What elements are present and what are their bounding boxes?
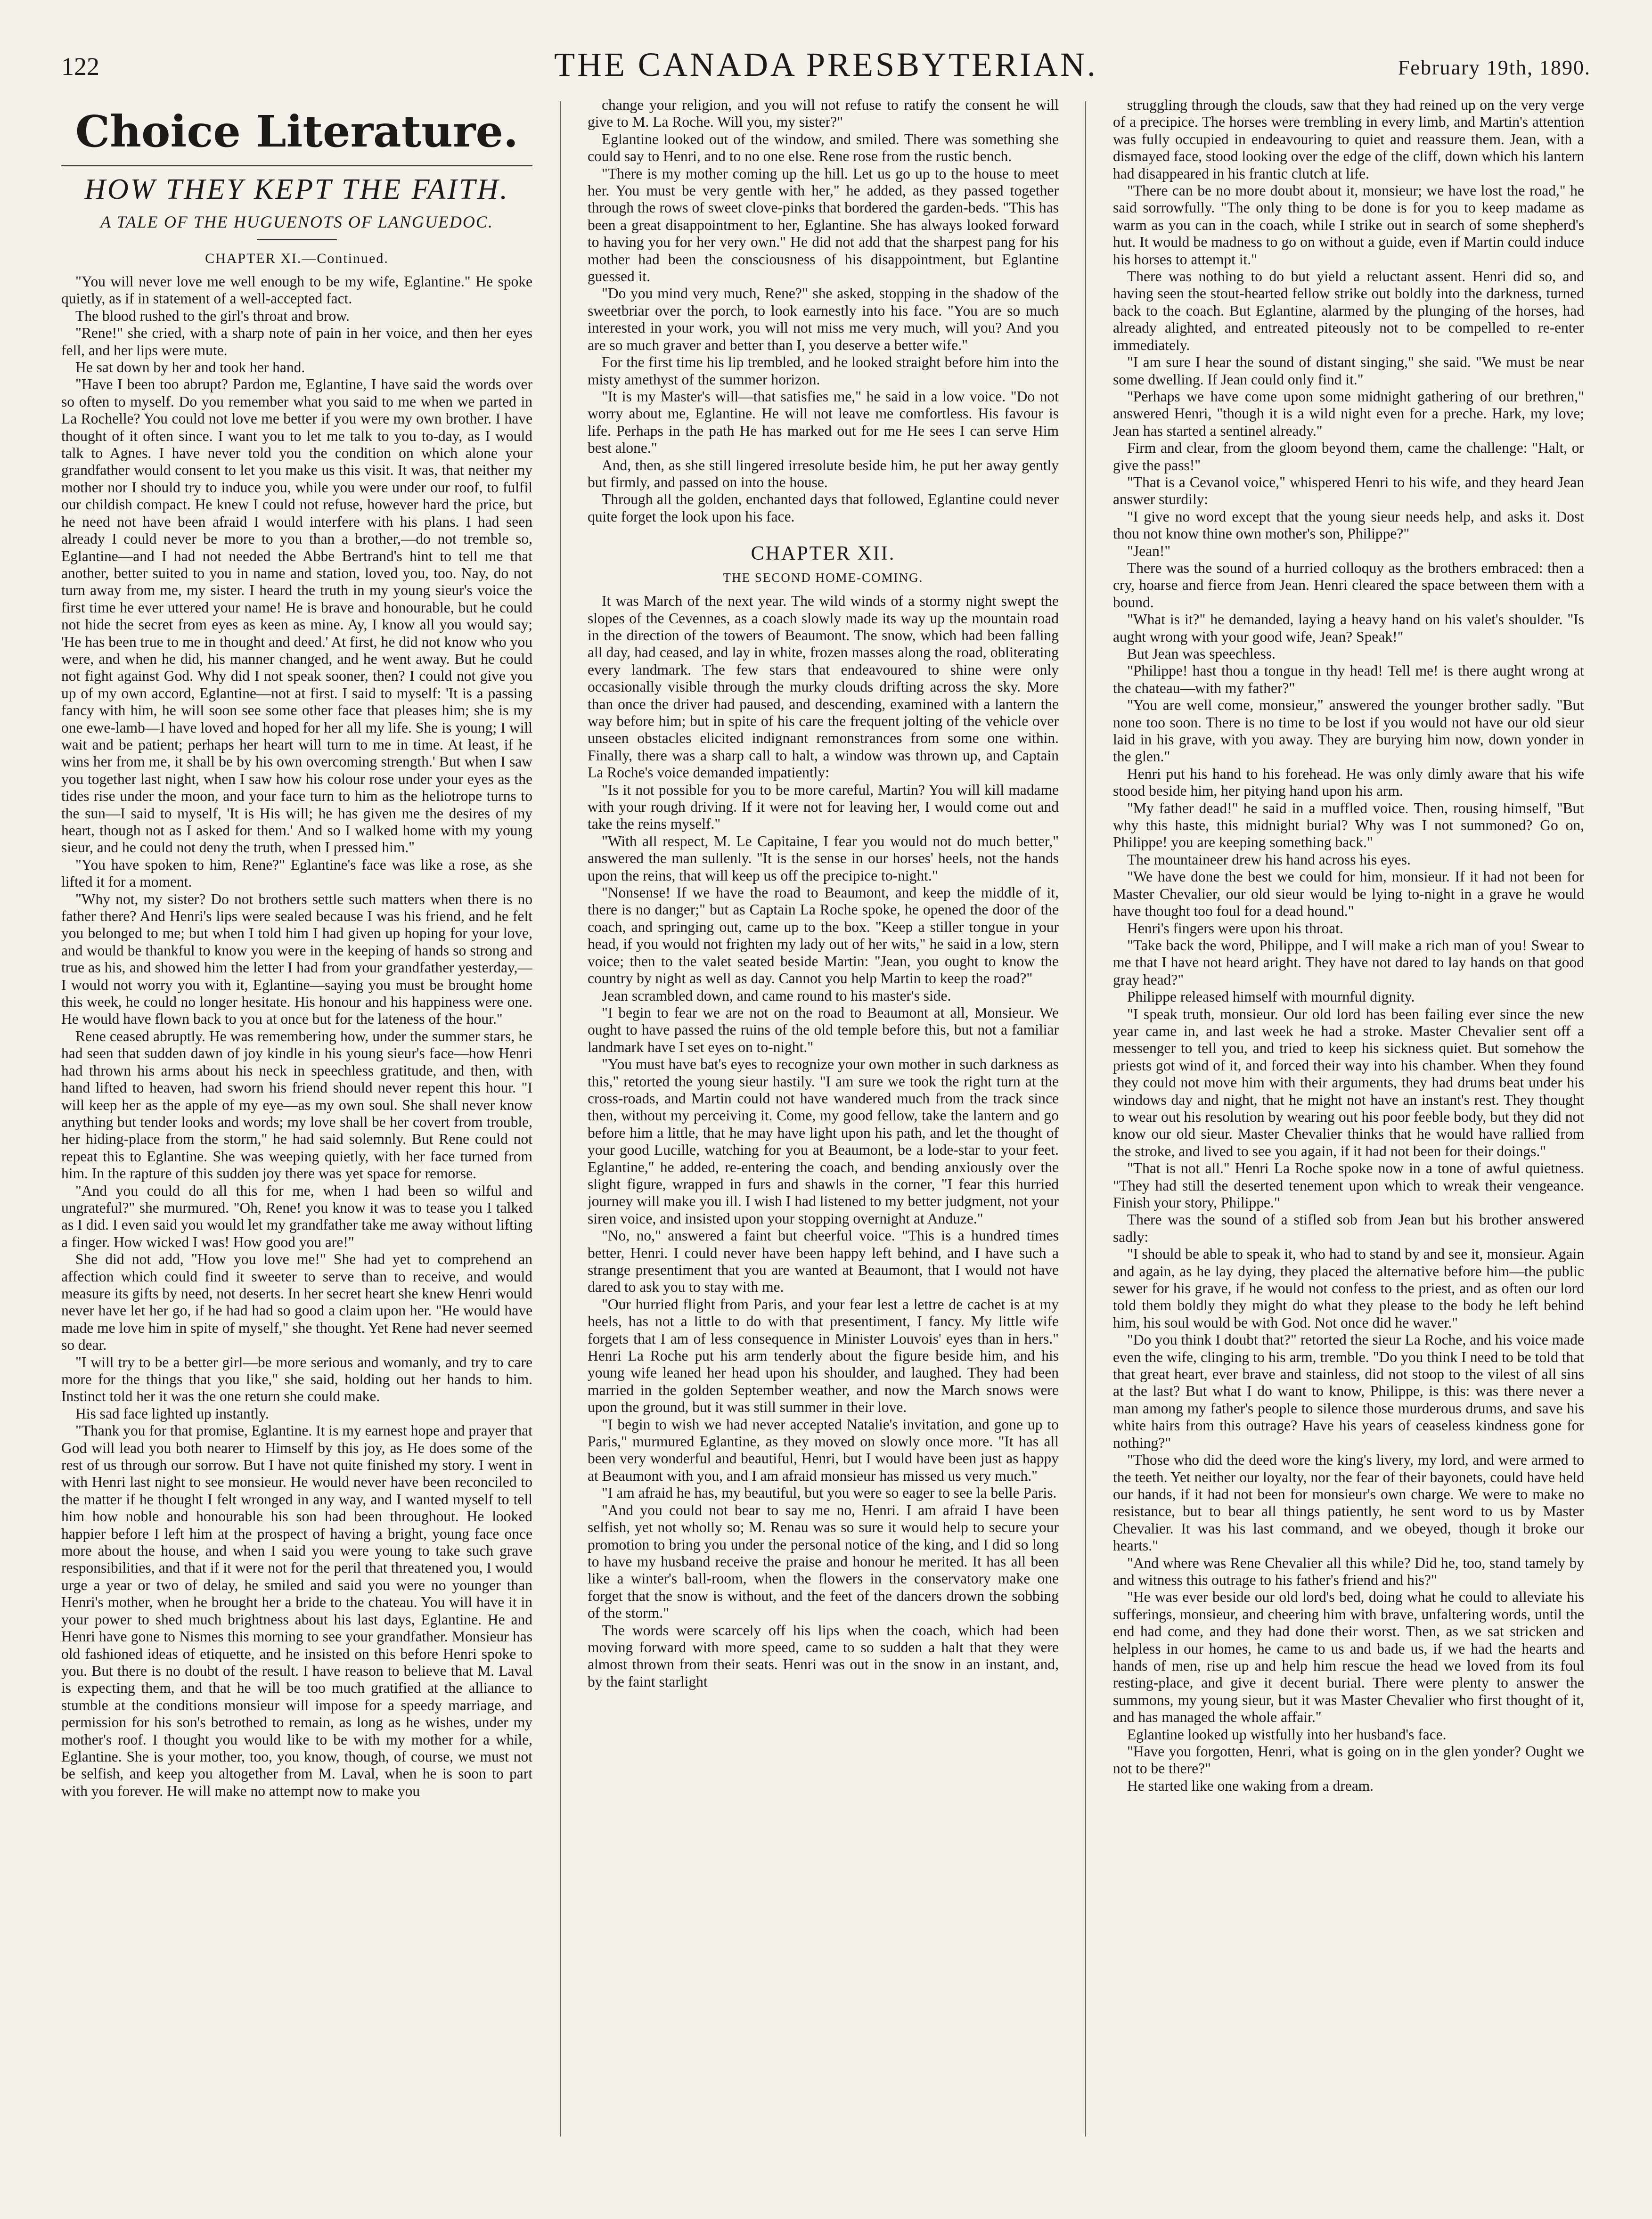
paragraph: Through all the golden, enchanted days that followed, Eglantine could never quite forget the look upon his face. [588, 491, 1059, 525]
masthead [61, 45, 1591, 97]
column-1 [61, 97, 532, 2141]
paragraph: "What is it?" he demanded, laying a heavy hand on his valet's shoulder. "Is aught wrong with your good wife, Jean? Speak!" [1113, 611, 1584, 645]
paragraph: "You have spoken to him, Rene?" Eglantine's face was like a rose, as she lifted it for a moment. [61, 856, 532, 890]
paragraph: "Why not, my sister? Do not brothers settle such matters when there is no father there? And Henri's lips were sealed because I was his friend, and he felt you belonged to me; but when I told him I had given up hoping for your love, and would be thankful to know you were in the keeping of hands so strong and true as his, and showed him the letter I had from your grandfather yesterday,—I would not worry you with it, Eglantine—saying you must be brought home this week, he could no longer hesitate. His honour and his happiness were one. He would have flown back to you at once but for the lateness of the hour." [61, 890, 532, 1028]
paragraph: Eglantine looked up wistfully into her husband's face. [1127, 1726, 1447, 1743]
paragraph: For the first time his lip trembled, and he looked straight before him into the misty amethyst of the summer horizon. [588, 354, 1059, 388]
paragraph: It was March of the next year. The wild winds of a stormy night swept the slopes of the Cevennes, as a coach slowly made its way up the mountain road in the direction of the towers of Beaumont. The snow, which had been falling all day, had ceased, and lay in white, frozen masses along the road, obliterating every landmark. The few stars that endeavoured to shine were only occasionally visible through the murky clouds drifting across the sky. More than once the driver had paused, and descending, examined with a lantern the way before him; but in spite of his care the frequent jolting of the vehicle over unseen obstacles elicited indignant remonstrances from some one within. Finally, there was a sharp call to halt, a window was thrown up, and Captain La Roche's voice demanded impatiently: [588, 593, 1059, 781]
column-3-body [1113, 97, 1584, 1795]
paragraph: "I begin to wish we had never accepted Natalie's invitation, and gone up to Paris," murmured Eglantine, as they moved on slowly once more. "It has all been very wonderful and beautiful, Henri, but I would have been just as happy at Beaumont with you, and I am afraid monsieur has missed us very much." [588, 1416, 1059, 1484]
paragraph: His sad face lighted up instantly. [75, 1405, 269, 1422]
paragraph: "That is a Cevanol voice," whispered Henri to his wife, and they heard Jean answer sturdily: [1113, 473, 1584, 508]
paragraph: "I begin to fear we are not on the road to Beaumont at all, Monsieur. We ought to have passed the ruins of the old temple before this, but not a familiar landmark have I set eyes on to-night." [588, 1004, 1059, 1055]
paragraph: "Nonsense! If we have the road to Beaumont, and keep the middle of it, there is no danger;" but as Captain La Roche spoke, he opened the door of the coach, and springing out, came up to the box. "Keep a stiller tongue in your head, if you would not frighten my lady out of her wits," he said in a low, stern voice; then to the valet seated beside Martin: "Jean, you ought to know the country by night as well as day. Cannot you help Martin to keep the road?" [588, 884, 1059, 987]
column-3 [1113, 97, 1584, 2141]
paragraph: "Perhaps we have come upon some midnight gathering of our brethren," answered Henri, "though it is a wild night even for a preche. Hark, my love; Jean has started a sentinel already." [1113, 388, 1584, 439]
paragraph: There was the sound of a hurried colloquy as the brothers embraced: then a cry, hoarse and fierce from Jean. Henri cleared the space between them with a bound. [1113, 559, 1584, 611]
paragraph: "Is it not possible for you to be more careful, Martin? You will kill madame with your rough driving. If it were not for leaving her, I would come out and take the reins myself." [588, 781, 1059, 832]
paragraph: "I speak truth, monsieur. Our old lord has been failing ever since the new year came in, and last week he had a stroke. Master Chevalier sent off a messenger to tell you, and tried to keep his sickness quiet. But somehow the priests got wind of it, and forced their way into his chamber. When they found they could not move him with their arguments, they had drums beat under his windows day and night, that he might not have an instant's rest. They thought to wear out his resolution by wearing out his poor feeble body, but they did not know our old sieur. Master Chevalier thinks that he would have rallied from the stroke, and lived to see you again, if it had not been for their doings." [1113, 1005, 1584, 1159]
paragraph: "You will never love me well enough to be my wife, Eglantine." He spoke quietly, as if in statement of a well-accepted fact. [61, 273, 532, 307]
paragraph: He started like one waking from a dream. [1127, 1777, 1374, 1794]
paragraph: Henri's fingers were upon his throat. [1127, 920, 1343, 937]
paragraph: "I should be able to speak it, who had to stand by and see it, monsieur. Again and again, as he lay dying, they placed the alternative before him—the public sewer for his grave, if he would not confess to the priest, and as often our lord told them boldly they might do what they please to the body he left behind him, his soul would be with God. Not once did he waver." [1113, 1246, 1584, 1331]
paragraph: But Jean was speechless. [1127, 645, 1276, 662]
bottom-edge [61, 2167, 419, 2186]
paragraph: There was the sound of a stifled sob from Jean but his brother answered sadly: [1113, 1211, 1584, 1245]
paragraph: "That is not all." Henri La Roche spoke now in a tone of awful quietness. "They had still the deserted tenement upon which to wreak their vengeance. Finish your story, Philippe." [1113, 1160, 1584, 1211]
chapter-heading-continued: CHAPTER XI.—Continued. [205, 251, 389, 266]
column-2 [588, 97, 1059, 2141]
paragraph: "No, no," answered a faint but cheerful voice. "This is a hundred times better, Henri. I could never have been happy left behind, and I have such a strange presentiment that you are wanted at Beaumont, that I would not have dared to ask you to stay with me. [588, 1227, 1059, 1296]
paragraph: The words were scarcely off his lips when the coach, which had been moving forward with more speed, came to so sudden a halt that they were almost thrown from their seats. Henri was out in the snow in an instant, and, by the faint starlight [588, 1622, 1059, 1690]
story-title: HOW THEY KEPT THE FAITH. [61, 165, 532, 206]
paragraph: "I am sure I hear the sound of distant singing," she said. "We must be near some dwelling. If Jean could only find it." [1113, 354, 1584, 388]
issue-date: February 19th, 1890. [1398, 56, 1591, 79]
publication-title: THE CANADA PRESBYTERIAN. [554, 46, 1098, 83]
paragraph: Eglantine looked out of the window, and smiled. There was something she could say to Henri, and to no one else. Rene rose from the rustic bench. [588, 131, 1059, 165]
paragraph: And, then, as she still lingered irresolute beside him, he put her away gently but firmly, and passed on into the house. [588, 457, 1059, 490]
title-divider [257, 239, 337, 240]
paragraph: Rene ceased abruptly. He was remembering how, under the summer stars, he had seen that sudden dawn of joy kindle in his young sieur's face—how Henri had thrown his arms about his neck in speechless gratitude, and then, with hand lifted to heaven, had sworn his friend should never repent this hour. "I will keep her as the apple of my eye—as my own soul. She shall never know anything but tender looks and words; my love shall be her covert from trouble, her hiding-place from the storm," he had said solemnly. But Rene could not repeat this to Eglantine. She was weeping quietly, with her face turned from him. In the rapture of this sudden joy there was yet space for remorse. [61, 1028, 532, 1182]
paragraph: "Rene!" she cried, with a sharp note of pain in her voice, and then her eyes fell, and her lips were mute. [61, 325, 532, 359]
paragraph: "Do you mind very much, Rene?" she asked, stopping in the shadow of the sweetbriar over the porch, to look earnestly into his face. "You are so much interested in your work, you will not miss me very much, will you? And you are so much graver and better than I, you deserve a better wife." [588, 285, 1059, 353]
paragraph: "And you could do all this for me, when I had been so wilful and ungrateful?" she murmured. "Oh, Rene! you know it was to tease you I talked as I did. I even said you would let my grandfather take me away without lifting a finger. How wicked I was! How good you are!" [61, 1182, 532, 1250]
column-divider [1085, 101, 1086, 2137]
paragraph: "Do you think I doubt that?" retorted the sieur La Roche, and his voice made even the wife, clinging to his arm, tremble. "Do you think I need to be told that that great heart, ever brave and stainless, did not stoop to the vilest of all sins at the last? But what I do want to know, Philippe, is this: was there never a man among my father's people to silence those murderous drums, and save his white hairs from this outrage? Have his years of ceaseless kindness gone for nothing?" [1113, 1331, 1584, 1451]
paragraph: He sat down by her and took her hand. [75, 359, 305, 376]
page-number: 122 [61, 52, 99, 81]
paragraph: struggling through the clouds, saw that they had reined up on the very verge of a precipice. The horses were trembling in every limb, and Martin's attention was fully occupied in endeavouring to quiet and reassure them. Jean, with a dismayed face, stood looking over the edge of the cliff, down which his lantern had disappeared in his frantic clutch at life. [1113, 97, 1584, 182]
paragraph: Philippe released himself with mournful dignity. [1127, 988, 1415, 1005]
column-1-body [61, 273, 532, 1800]
paragraph: "Philippe! hast thou a tongue in thy head! Tell me! is there aught wrong at the chateau—with my father?" [1113, 662, 1584, 696]
paragraph: "He was ever beside our old lord's bed, doing what he could to alleviate his sufferings, monsieur, and cheering him with brave, unfaltering words, until the end had come, and they had done their worst. Then, as we sat stricken and helpless in our homes, he came to us and bade us, if we had the hearts and hands of men, rise up and help him rescue the head we loved from its foul resting-place, and give it decent burial. There were plenty to answer the summons, my young sieur, but it was Master Chevalier who first thought of it, and has managed the whole affair." [1113, 1589, 1584, 1726]
paragraph: "We have done the best we could for him, monsieur. If it had not been for Master Chevalier, our old sieur would be lying to-night in a grave he would have thought too foul for a dead hound." [1113, 868, 1584, 920]
paragraph: "Take back the word, Philippe, and I will make a rich man of you! Swear to me that I have not heard aright. They have not dared to lay hands on that good gray head?" [1113, 937, 1584, 988]
paragraph: "With all respect, M. Le Capitaine, I fear you would not do much better," answered the man sullenly. "It is the sense in our horses' heels, not the hands upon the reins, that will keep us off the precipice to-night." [588, 832, 1059, 884]
paragraph: "Thank you for that promise, Eglantine. It is my earnest hope and prayer that God will lead you both nearer to Himself by this joy, as He does some of the rest of us through our sorrow. But I have not quite finished my story. I went in with Henri last night to see monsieur. He would never have been reconciled to the matter if he thought I felt wronged in any way, and I wanted myself to tell him how noble and honourable his son had been throughout. He looked happier before I left him at the prospect of having a bright, young face once more about the house, and when I said you were young to take such grave responsibilities, and that if it were not for the peril that threatened you, I would urge a year or two of delay, he smiled and said you were no younger than Henri's mother, when he brought her a bride to the chateau. You will have it in your power to shed much brightness about his last days, Eglantine. He and Henri have gone to Nismes this morning to see your grandfather. Monsieur has old fashioned ideas of etiquette, and he insisted on this before Henri spoke to you. But there is no doubt of the result. I have reason to believe that M. Laval is expecting them, and that he will be too much gratified at the alliance to stumble at the conditions monsieur will impose for a speedy marriage, and permission for his son's betrothed to remain, as long as he wishes, under my mother's roof. I thought you would like to be with my mother for a while, Eglantine. She is your mother, too, you know, though, of course, we must not be selfish, and keep you altogether from M. Laval, when he is soon to part with you forever. He will make no attempt now to make you [61, 1422, 532, 1799]
paragraph: "Have you forgotten, Henri, what is going on in the glen yonder? Ought we not to be there?" [1113, 1743, 1584, 1777]
paragraph: "You are well come, monsieur," answered the younger brother sadly. "But none too soon. There is no time to be lost if you would not have our old sieur laid in his grave, with you away. They are burying him now, down yonder in the glen." [1113, 697, 1584, 765]
chapter-heading: CHAPTER XII. [751, 543, 896, 565]
paragraph: "Those who did the deed wore the king's livery, my lord, and were armed to the teeth. Yet neither our loyalty, nor the fear of their bayonets, could have held our hands, if it had not been for monsieur's own charge. We were to make no resistance, but to bear all things patiently, he sent word to us by Master Chevalier. It was his last command, and we obeyed, though it broke our hearts." [1113, 1452, 1584, 1554]
paragraph: "There can be no more doubt about it, monsieur; we have lost the road," he said sorrowfully. "The only thing to be done is for you to keep madame as warm as you can in the coach, while I strike out in search of some shepherd's hut. It would be madness to go on without a guide, even if Martin could induce his horses to attempt it." [1113, 182, 1584, 268]
paragraph: Jean scrambled down, and came round to his master's side. [602, 987, 951, 1004]
paragraph: "You must have bat's eyes to recognize your own mother in such darkness as this," retorted the young sieur hastily. "I am sure we took the right turn at the cross-roads, and Martin could not have wandered much from the track since then, without my perceiving it. Come, my good fellow, take the lantern and go before him a little, that he may have light upon his path, and let the thought of your good Lucille, watching for you at Beaumont, be a lode-star to your feet. Eglantine," he added, re-entering the coach, and bending anxiously over the slight figure, wrapped in furs and shawls in the corner, "I fear this hurried journey will make you ill. I wish I had listened to my better judgment, not your siren voice, and insisted upon your stopping overnight at Anduze." [588, 1056, 1059, 1227]
paragraph: "Have I been too abrupt? Pardon me, Eglantine, I have said the words over so often to myself. Do you remember what you said to me when we parted in La Rochelle? You could not love me better if you were my own brother. I have thought of it often since. I want you to let me talk to you to-day, as I would talk to Agnes. I have never told you the condition on which alone your grandfather would consent to let you make us this visit. It was, that neither my mother nor I should try to induce you, while you were under our roof, to fulfil our childish compact. He knew I could not refuse, however hard the price, but he need not have been afraid I would interfere with his plans. I had seen already I could never be more to you than a brother,—do not tremble so, Eglantine—and I had not needed the Abbe Bertrand's hint to tell me that another, better suited to you in name and station, loved you, too. Nay, do not turn away from me, my sister. I heard the truth in my young sieur's voice the first time he ever uttered your name! He is brave and honourable, but he could not hide the secret from eyes as keen as mine. Ay, I know all you would say; 'He has been true to me in thought and deed.' At first, he did not know who you were, and when he did, his manner changed, and he went away. But he could not fight against God. Why did I not speak sooner, then? I could not give you up of my own accord, Eglantine—not at first. I said to myself: 'It is a passing fancy with him, he will soon see some other face that pleases him; she is my one ewe-lamb—I have loved and hoped for her all my life. She is young; I will wait and be patient; perhaps her heart will turn to me in time. At least, if he wins her from me, it shall be by his own overcoming strength.' But when I saw you together last night, when I saw how his colour rose under your eyes as the tides rise under the moon, and your face turn to him as the heliotrope turns to the sun—I said to myself, 'It is His will; he has given me the desires of my heart, though not as I asked for them.' And so I walked home with my young sieur, and he could not deny the truth, when I pressed him." [61, 376, 532, 856]
paragraph: Firm and clear, from the gloom beyond them, came the challenge: "Halt, or give the pass!" [1113, 440, 1584, 473]
section-title: Choice Literature. [75, 106, 519, 157]
chapter-subtitle: THE SECOND HOME-COMING. [723, 571, 924, 585]
paragraph: "I will try to be a better girl—be more serious and womanly, and try to care more for the things that you like," she said, holding out her hands to him. Instinct told her it was the one return she could make. [61, 1354, 532, 1405]
paragraph: "There is my mother coming up the hill. Let us go up to the house to meet her. You must be very gentle with her," he added, as they passed together through the rows of sweet clove-pinks that bordered the garden-beds. "This has been a great disappointment to her, Eglantine. She has always looked forward to having you for her very own." He did not add that the sharpest pang for his mother had been the consciousness of his disappointment, but Eglantine guessed it. [588, 165, 1059, 285]
paragraph: "Our hurried flight from Paris, and your fear lest a lettre de cachet is at my heels, has not a little to do with that presentiment, I fancy. My little wife forgets that I am of less consequence in Minister Louvois' eyes than in hers." Henri La Roche put his arm tenderly about the figure beside him, and his young wife leaned her head upon his shoulder, and laughed. They had been married in the golden September weather, and now the March snows were upon the ground, but it was still summer in their love. [588, 1296, 1059, 1416]
paragraph: "Jean!" [1127, 542, 1171, 559]
paragraph: The blood rushed to the girl's throat and brow. [75, 307, 350, 324]
column-divider [560, 101, 561, 2137]
paragraph: "I am afraid he has, my beautiful, but you were so eager to see la belle Paris. [602, 1485, 1057, 1501]
story-subtitle: A TALE OF THE HUGUENOTS OF LANGUEDOC. [100, 212, 493, 231]
paragraph: "It is my Master's will—that satisfies me," he said in a low voice. "Do not worry about me, Eglantine. He will not leave me comfortless. His favour is life. Perhaps in the path He has marked out for me He sees I can serve Him best alone." [588, 388, 1059, 457]
article-columns [61, 97, 1591, 2141]
paragraph: The mountaineer drew his hand across his eyes. [1127, 851, 1411, 868]
column-2-body-bottom [588, 593, 1059, 1690]
paragraph: There was nothing to do but yield a reluctant assent. Henri did so, and having seen the stout-hearted fellow strike out boldly into the darkness, turned back to the coach. But Eglantine, alarmed by the plunging of the horses, had already alighted, and entreated piteously not to be compelled to re-enter immediately. [1113, 268, 1584, 353]
paragraph: "And you could not bear to say me no, Henri. I am afraid I have been selfish, yet not wholly so; M. Renau was so sure it would help to secure your promotion to bring you under the personal notice of the king, and I did so long to have my husband receive the praise and honour he merited. It has all been like a winter's ball-room, when the flowers in the conservatory make one forget that the snow is without, and the feet of the dancers drown the sobbing of the storm." [588, 1501, 1059, 1622]
paragraph: "My father dead!" he said in a muffled voice. Then, rousing himself, "But why this haste, this midnight burial? Why was I not summoned? Go on, Philippe! you are keeping something back." [1113, 799, 1584, 851]
paragraph: Henri put his hand to his forehead. He was only dimly aware that his wife stood beside him, her pitying hand upon his arm. [1113, 765, 1584, 799]
paragraph: "And where was Rene Chevalier all this while? Did he, too, stand tamely by and witness this outrage to his father's friend and his?" [1113, 1554, 1584, 1588]
paragraph: "I give no word except that the young sieur needs help, and asks it. Dost thou not know thine own mother's son, Philippe?" [1113, 508, 1584, 542]
paragraph: She did not add, "How you love me!" She had yet to comprehend an affection which could find it sweeter to serve than to receive, and would measure its gifts by need, not deserts. In her secret heart she knew Henri would never have let her go, if he had had so good a claim upon her. "He would have made me love him in spite of myself," she thought. Yet Rene had never seemed so dear. [61, 1251, 532, 1354]
paragraph: change your religion, and you will not refuse to ratify the consent he will give to M. La Roche. Will you, my sister?" [588, 97, 1059, 131]
column-2-body-top [588, 97, 1059, 525]
